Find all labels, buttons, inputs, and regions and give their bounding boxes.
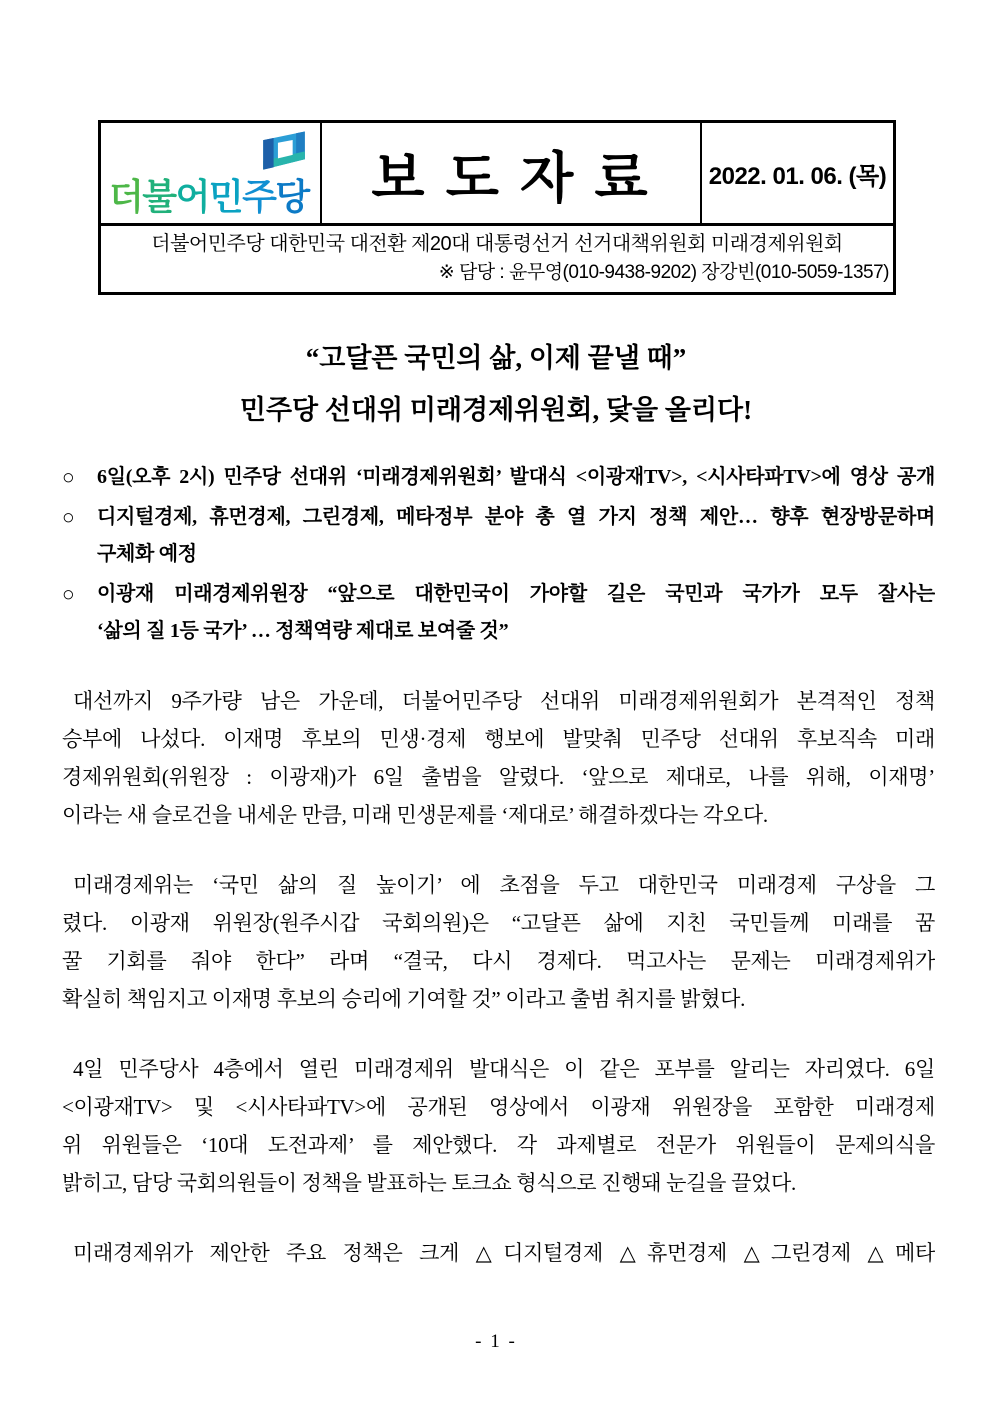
party-logo-char: 어	[175, 176, 209, 217]
bullet-marker-icon: ○	[62, 505, 75, 529]
bullet-item	[62, 576, 935, 650]
bullet-marker-icon: ○	[62, 582, 75, 606]
paragraph-line: 확실히 책임지고 이재명 후보의 승리에 기여할 것” 이라고 출범 취지를 밝혔다.	[62, 987, 746, 1011]
bullet-line: ‘삶의 질 1등 국가’ … 정책역량 제대로 보여줄 것”	[97, 620, 509, 642]
headline-subtitle: 민주당 선대위 미래경제위원회, 닻을 올리다!	[239, 395, 753, 425]
paragraph-line: 미래경제위는 ‘국민 삶의 질 높이기’ 에 초점을 두고 대한민국 미래경제 구상을 그	[73, 873, 935, 897]
party-logo-char: 민	[208, 176, 243, 217]
headline-quote: “고달픈 국민의 삶, 이제 끝낼 때”	[305, 343, 687, 373]
bullet-line: 이광재 미래경제위원장 “앞으로 대한민국이 가야할 길은 국민과 국가가 모두 잘사는	[97, 583, 935, 605]
document-date: 2022. 01. 06. (목)	[708, 162, 887, 190]
paragraph	[62, 1050, 935, 1202]
paragraph-line: 경제위원회(위원장 : 이광재)가 6일 출범을 알렸다. ‘앞으로 제대로, 나를 위해, 이재명’	[62, 765, 935, 789]
bullet-marker-icon: ○	[62, 465, 75, 489]
paragraph-line: 대선까지 9주가량 남은 가운데, 더불어민주당 선대위 미래경제위원회가 본격적인 정책	[73, 689, 935, 713]
headline	[0, 332, 992, 436]
paragraph	[62, 866, 935, 1018]
paragraph-line: 밝히고, 담당 국회의원들이 정책을 발표하는 토크쇼 형식으로 진행돼 눈길을 끌었다.	[62, 1171, 796, 1195]
paragraph-line: 꿀 기회를 줘야 한다” 라며 “결국, 다시 경제다. 먹고사는 문제는 미래경제위가	[62, 949, 935, 973]
paragraph	[62, 1234, 935, 1272]
document-type-cell	[322, 123, 700, 223]
paragraph-line: 4일 민주당사 4층에서 열린 미래경제위 발대식은 이 같은 포부를 알리는 자리였다. 6일	[73, 1057, 935, 1081]
party-logo-char: 당	[275, 176, 309, 217]
document-date-cell	[700, 123, 893, 223]
bullet-text	[97, 459, 935, 496]
paragraph-line: 미래경제위가 제안한 주요 정책은 크게 △디지털경제 △휴먼경제 △그린경제 △메타	[73, 1241, 935, 1265]
header-bottom-row	[101, 223, 893, 292]
summary-bullet-list	[62, 459, 935, 653]
party-logo-char: 더	[109, 176, 143, 217]
paragraph-line: 렸다. 이광재 위원장(원주시갑 국회의원)은 “고달픈 삶에 지친 국민들께 미래를 꿈	[62, 911, 935, 935]
party-logo-char: 불	[142, 176, 176, 217]
bullet-item	[62, 459, 935, 496]
party-logo	[101, 123, 322, 223]
bullet-item	[62, 499, 935, 573]
paragraph-line: 위 위원들은 ‘10대 도전과제’ 를 제안했다. 각 과제별로 전문가 위원들이 문제의식을	[62, 1133, 935, 1157]
paragraph	[62, 682, 935, 834]
contact-info: ※ 담당 : 윤무영(010-9438-9202) 장강빈(010-5059-1357)	[438, 262, 889, 283]
body-paragraphs	[62, 682, 935, 1304]
paragraph-line: 이라는 새 슬로건을 내세운 만큼, 미래 민생문제를 ‘제대로’ 해결하겠다는 각오다.	[62, 803, 768, 827]
document-type-title: 보 도 자 료	[371, 146, 651, 209]
bullet-line: 구체화 예정	[97, 543, 197, 565]
paragraph-line: 승부에 나섰다. 이재명 후보의 민생·경제 행보에 발맞춰 민주당 선대위 후보직속 미래	[62, 727, 935, 751]
paragraph-line: <이광재TV> 및 <시사타파TV>에 공개된 영상에서 이광재 위원장을 포함한 미래경제	[62, 1095, 935, 1119]
bullet-text	[97, 499, 935, 573]
party-logo-char: 주	[242, 176, 276, 217]
bullet-line: 디지털경제, 휴먼경제, 그린경제, 메타정부 분야 총 열 가지 정책 제안… 향후 현장방문하며	[97, 506, 935, 528]
party-logo-text	[109, 169, 309, 220]
bullet-text	[97, 576, 935, 650]
committee-name: 더불어민주당 대한민국 대전환 제20대 대통령선거 선거대책위원회 미래경제위원회	[151, 233, 843, 255]
header-top-row	[101, 123, 893, 223]
press-release-header	[98, 120, 896, 295]
page-number: - 1 -	[475, 1331, 517, 1352]
bullet-line: 6일(오후 2시) 민주당 선대위 ‘미래경제위원회’ 발대식 <이광재TV>, <시사타파TV>에 영상 공개	[97, 466, 935, 488]
